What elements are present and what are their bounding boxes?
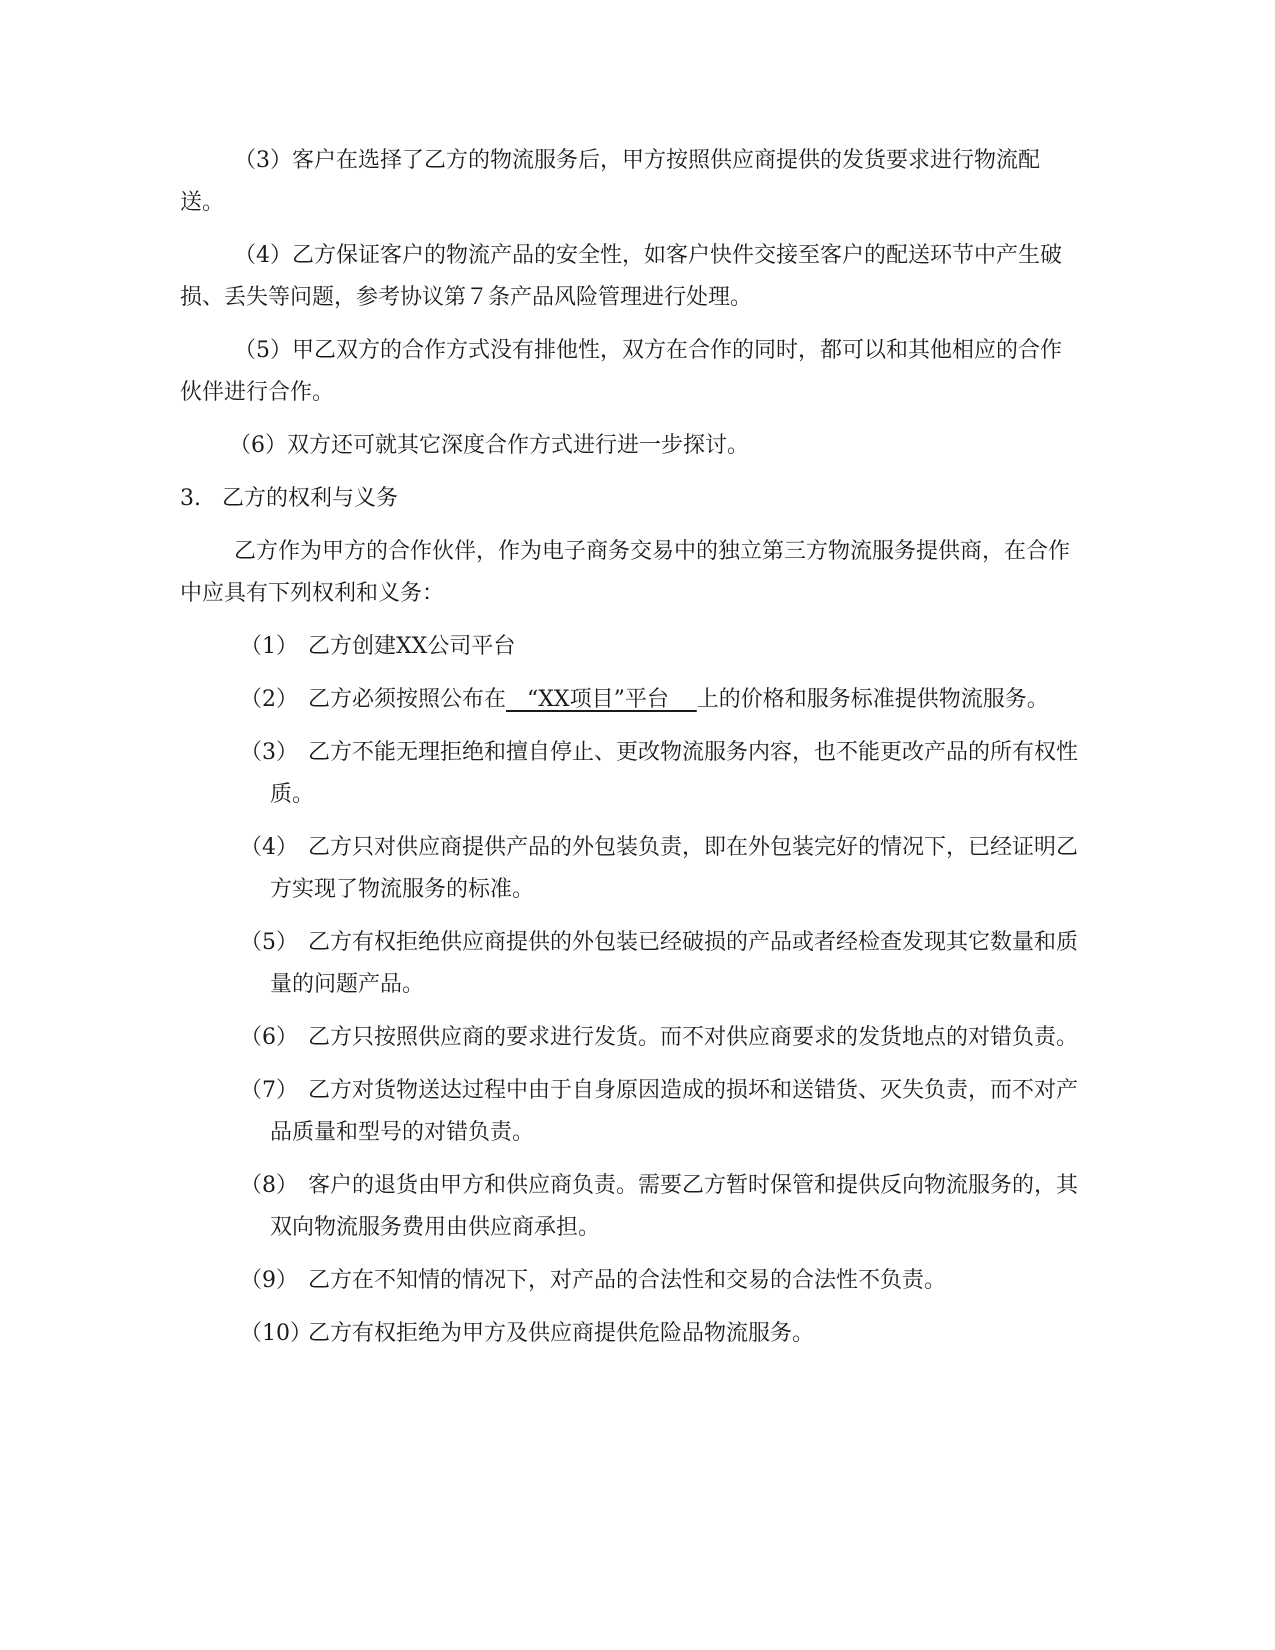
list-item — [180, 1260, 1080, 1302]
list-item-marker: （2） — [240, 687, 298, 712]
section-heading — [180, 478, 1080, 520]
list-item-text-after: 上的价格和服务标准提供物流服务。 — [696, 687, 1049, 712]
list-item-text: 乙方在不知情的情况下，对产品的合法性和交易的合法性不负责。 — [308, 1268, 947, 1293]
list-item-text: 乙方有权拒绝供应商提供的外包装已经破损的产品或者经检查发现其它数量和质量的问题产品。 — [270, 930, 1079, 997]
underlined-platform-name: “XX项目”平台 — [506, 687, 697, 712]
document-body — [180, 140, 1080, 1366]
paragraph-3: （3）客户在选择了乙方的物流服务后，甲方按照供应商提供的发货要求进行物流配送。 — [180, 148, 1040, 215]
section-intro: 乙方作为甲方的合作伙伴，作为电子商务交易中的独立第三方物流服务提供商，在合作中应具有下列权利和义务： — [180, 539, 1071, 606]
list-item-text: 客户的退货由甲方和供应商负责。需要乙方暂时保管和提供反向物流服务的，其双向物流服务费用由供应商承担。 — [270, 1173, 1079, 1240]
list-item — [180, 1017, 1080, 1059]
list-item-marker: （4） — [240, 835, 298, 860]
list-item-text: 乙方只对供应商提供产品的外包装负责，即在外包装完好的情况下，已经证明乙方实现了物流服务的标准。 — [270, 835, 1079, 902]
list-item-marker: （8） — [240, 1173, 298, 1198]
list-item-text: 乙方创建XX公司平台 — [308, 634, 516, 659]
list-item — [180, 922, 1080, 1006]
section-title: 乙方的权利与义务 — [222, 486, 399, 511]
paragraph-5: （5）甲乙双方的合作方式没有排他性，双方在合作的同时，都可以和其他相应的合作伙伴进行合作。 — [180, 338, 1062, 405]
list-item-text: 乙方对货物送达过程中由于自身原因造成的损坏和送错货、灭失负责，而不对产品质量和型号的对错负责。 — [270, 1078, 1079, 1145]
list-item-marker: （9） — [240, 1268, 298, 1293]
list-item-marker: （5） — [240, 930, 298, 955]
paragraph-6: （6）双方还可就其它深度合作方式进行进一步探讨。 — [229, 433, 749, 458]
list-item-text: 乙方必须按照公布在 — [308, 687, 507, 712]
list-item — [180, 827, 1080, 911]
list-item — [180, 732, 1080, 816]
list-item-text: 乙方有权拒绝为甲方及供应商提供危险品物流服务。 — [308, 1321, 815, 1346]
list-item — [180, 1313, 1080, 1355]
list-item-marker: （7） — [240, 1078, 298, 1103]
paragraph-4: （4）乙方保证客户的物流产品的安全性，如客户快件交接至客户的配送环节中产生破损、丢失等问题，参考协议第７条产品风险管理进行处理。 — [180, 243, 1062, 310]
list-item-marker: （3） — [240, 740, 298, 765]
list-item — [180, 1165, 1080, 1249]
section-number: 3. — [180, 486, 201, 511]
list-item-marker: （1） — [240, 634, 298, 659]
list-item-marker: （10） — [240, 1321, 312, 1346]
list-item — [180, 1070, 1080, 1154]
list-item-text: 乙方不能无理拒绝和擅自停止、更改物流服务内容，也不能更改产品的所有权性质。 — [270, 740, 1079, 807]
list-item-text: 乙方只按照供应商的要求进行发货。而不对供应商要求的发货地点的对错负责。 — [308, 1025, 1079, 1050]
list-item — [180, 626, 1080, 668]
list-item-marker: （6） — [240, 1025, 298, 1050]
list-item — [180, 679, 1080, 721]
